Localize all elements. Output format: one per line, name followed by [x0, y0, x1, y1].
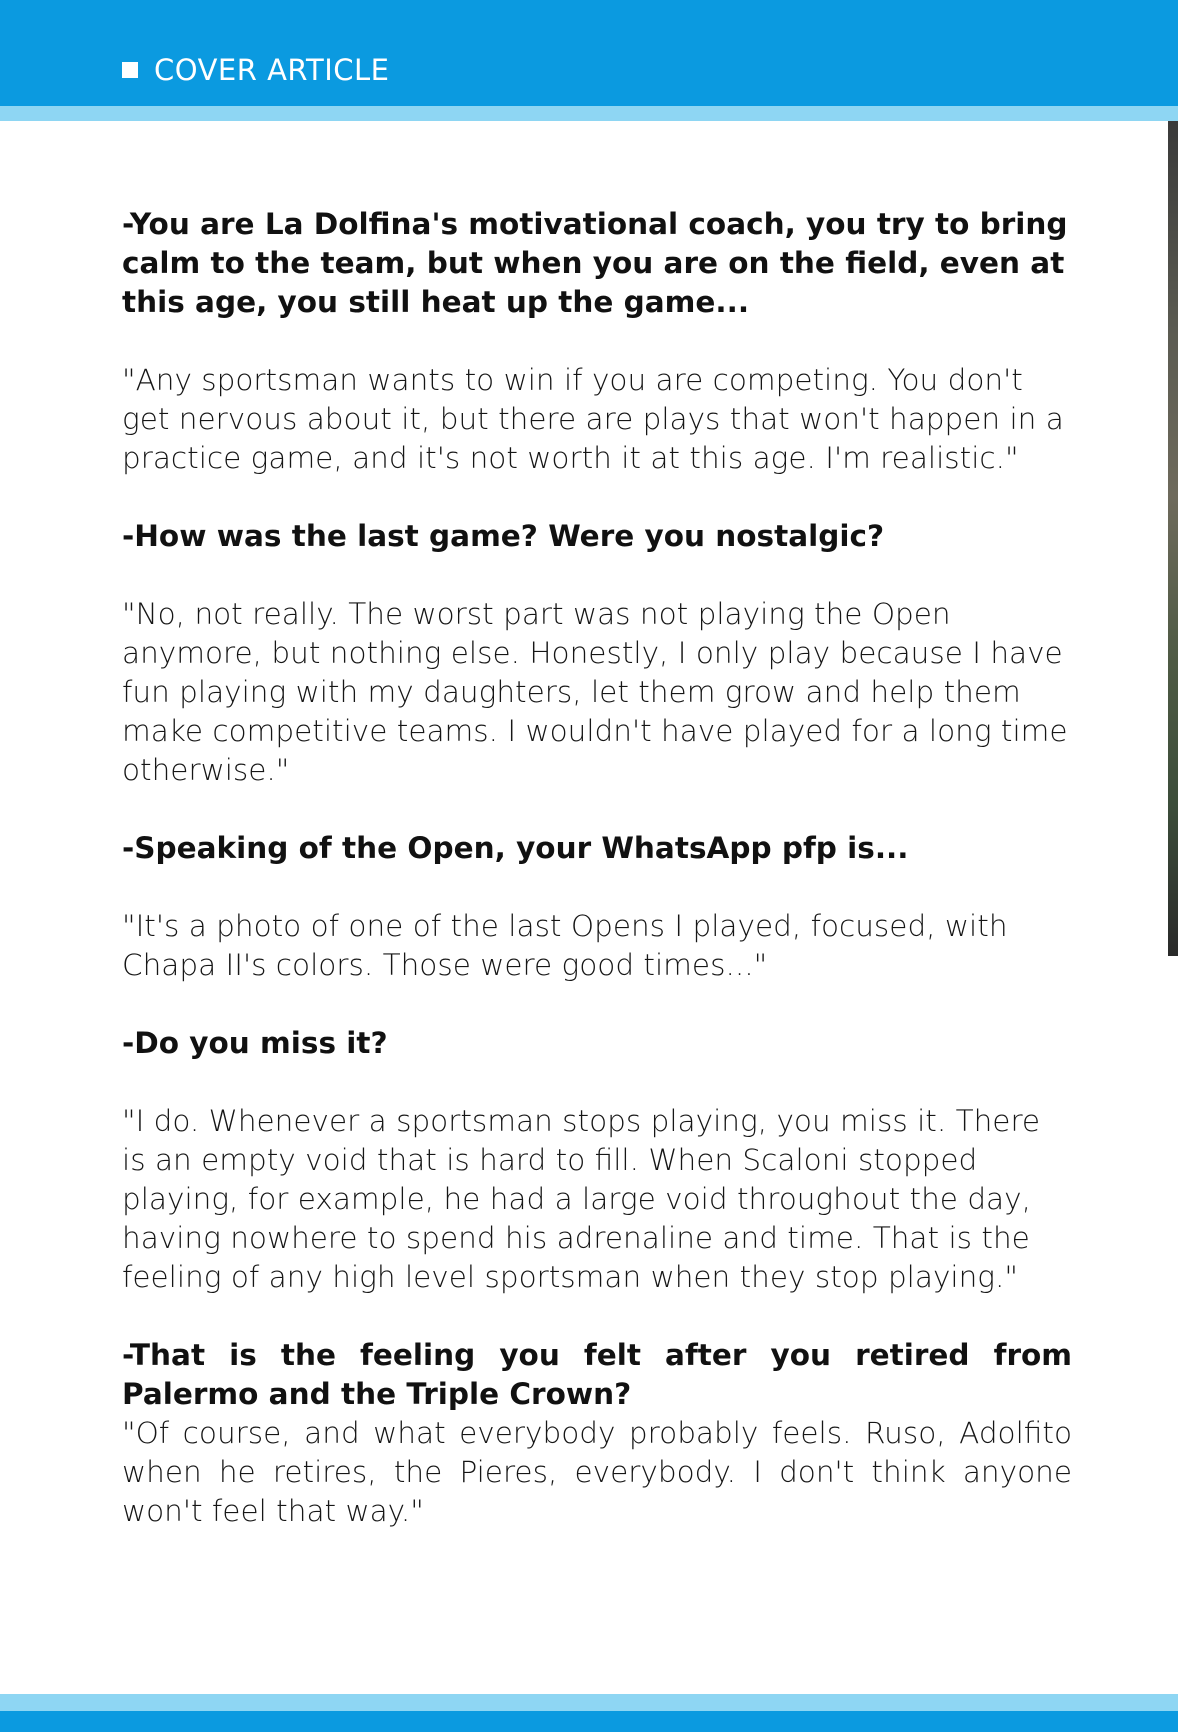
- question: -You are La Dolfina's motivational coach, you try to bring calm to the team, but when you are on the field, even at this age, you still heat up the game...: [122, 207, 1068, 319]
- question: -That is the feeling you felt after you retired from Palermo and the Triple Crown?: [122, 1338, 1072, 1411]
- section-label-text: COVER ARTICLE: [154, 53, 390, 87]
- footer-accent-strip: [0, 1694, 1178, 1711]
- section-label: [122, 50, 389, 90]
- article-body: [122, 205, 1072, 1531]
- question: -How was the last game? Were you nostalgic?: [122, 519, 885, 553]
- answer: "I do. Whenever a sportsman stops playing, you miss it. There is an empty void that is hard to fill. When Scaloni stopped playing, for example, he had a large void throughout the day, having nowhere to spend his adrenaline and time. That is the feeling of any high level sportsman when they stop playing.": [122, 1104, 1041, 1294]
- square-icon: [122, 62, 138, 78]
- answer: "No, not really. The worst part was not playing the Open anymore, but nothing else. Honestly, I only play because I have fun playing with my daughters, let them grow and help them make competitive teams. I wouldn't have played for a long time otherwise.": [122, 597, 1068, 787]
- answer: "Any sportsman wants to win if you are competing. You don't get nervous about it, but there are plays that won't happen in a practice game, and it's not worth it at this age. I'm realistic.": [122, 363, 1064, 475]
- answer: "Of course, and what everybody probably feels. Ruso, Adolfito when he retires, the Pieres, everybody. I don't think anyone won't feel that way.": [122, 1416, 1072, 1528]
- answer: "It's a photo of one of the last Opens I played, focused, with Chapa II's colors. Those were good times...": [122, 909, 1008, 982]
- question: -Speaking of the Open, your WhatsApp pfp is...: [122, 831, 909, 865]
- header-accent-strip: [0, 106, 1178, 121]
- photo-edge: [1168, 121, 1178, 956]
- question: -Do you miss it?: [122, 1026, 388, 1060]
- footer-bar: [0, 1711, 1178, 1732]
